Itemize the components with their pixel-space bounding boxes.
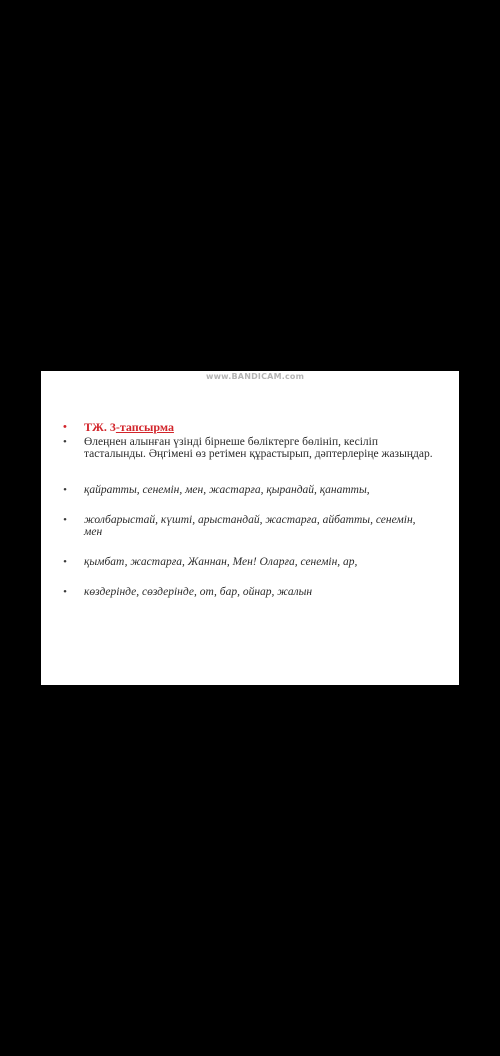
word-set-1: [63, 484, 433, 496]
bandicam-watermark: www.BANDICAM.com: [206, 372, 305, 381]
task-title: [63, 421, 433, 433]
bullet-icon: •: [63, 586, 67, 598]
presentation-slide: [41, 371, 459, 685]
word-set-2: [63, 514, 433, 538]
word-set-3: [63, 556, 433, 568]
word-set-text: жолбарыстай, күшті, арыстандай, жастарға, айбатты, сенемін, мен: [84, 514, 416, 538]
bullet-icon: •: [63, 514, 67, 526]
task-instruction: [63, 436, 433, 460]
instruction-text: Өлеңнен алынған үзінді бірнеше бөліктерге бөлініп, кесіліп тасталынды. Әңгімені өз ретімен құрастырып, дәптерлеріңе жазыңдар.: [84, 436, 433, 460]
bullet-icon: •: [63, 421, 67, 433]
slide-bullet-list: [63, 421, 433, 598]
bullet-icon: •: [63, 436, 67, 448]
bullet-icon: •: [63, 556, 67, 568]
word-set-4: [63, 586, 433, 598]
word-set-text: қымбат, жастарға, Жаннан, Мен! Оларға, сенемін, ар,: [84, 556, 358, 568]
word-set-text: қайратты, сенемін, мен, жастарға, қырандай, қанатты,: [84, 484, 370, 496]
bullet-icon: •: [63, 484, 67, 496]
task-title-link[interactable]: -тапсырма: [115, 420, 174, 434]
word-set-text: көздерінде, сөздерінде, от, бар, ойнар, жалын: [84, 586, 313, 598]
task-title-prefix: ТЖ. 3: [84, 420, 116, 434]
